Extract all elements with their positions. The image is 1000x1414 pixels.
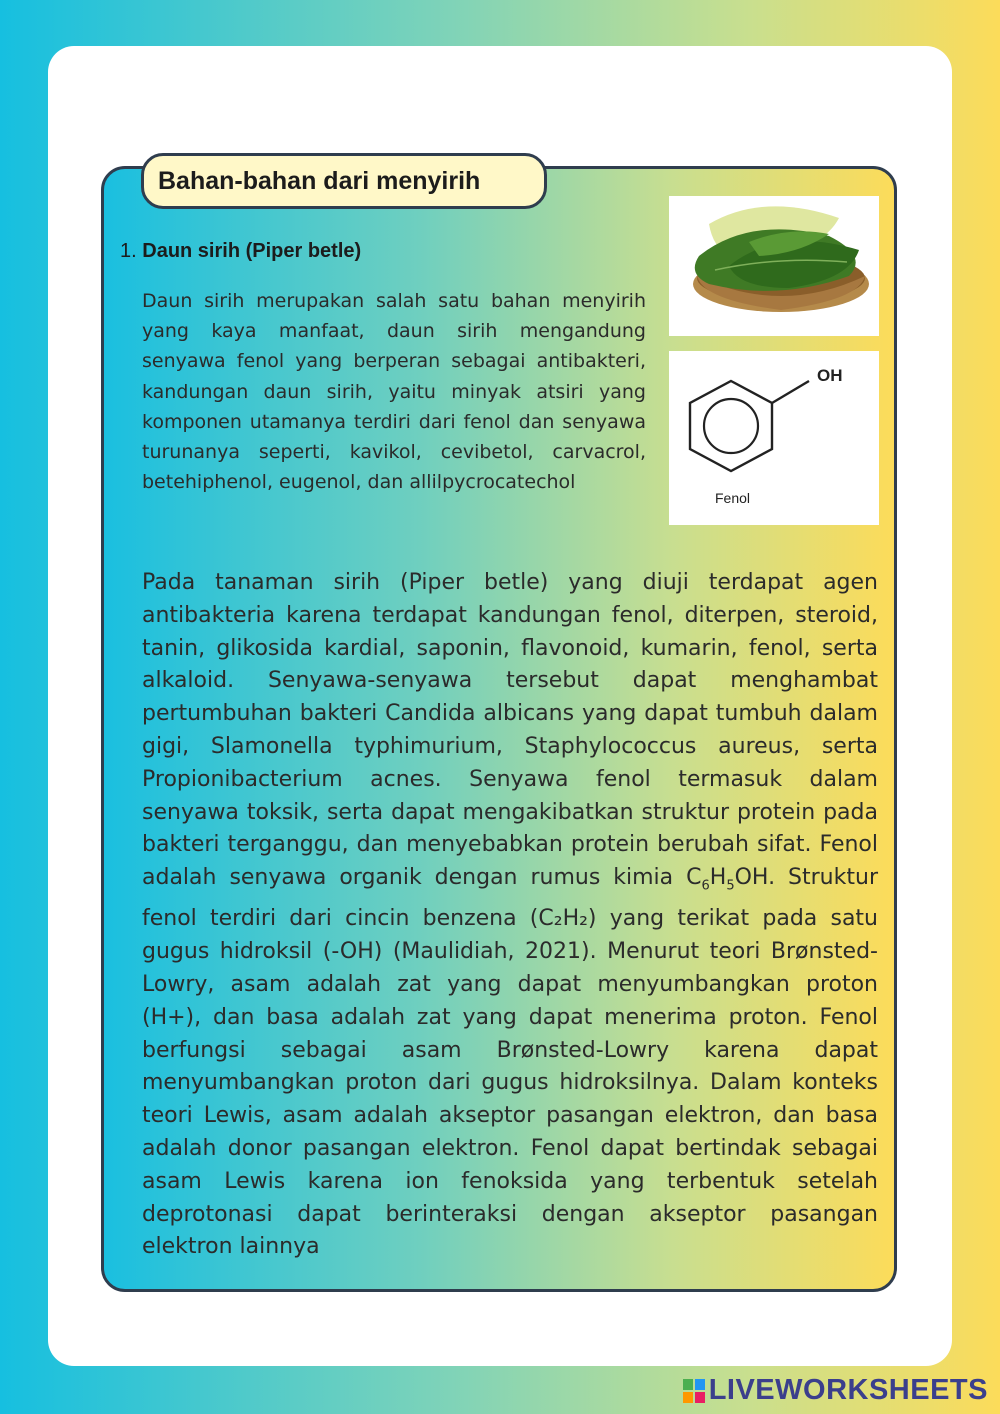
- main-paragraph: [142, 567, 878, 1264]
- liveworksheets-logo-icon: [683, 1379, 705, 1403]
- item-heading: [120, 240, 620, 263]
- item-number: 1.: [120, 240, 137, 262]
- liveworksheets-brand[interactable]: [683, 1374, 988, 1407]
- oh-label: OH: [817, 366, 843, 385]
- oh-bond: [772, 381, 809, 403]
- benzene-ring: [690, 381, 772, 471]
- hydrogen-symbol: H: [709, 865, 727, 891]
- brand-name: LIVEWORKSHEETS: [708, 1374, 988, 1406]
- betel-leaf-photo: [669, 196, 879, 336]
- item-name: Daun sirih (Piper betle): [142, 240, 362, 262]
- subscript-5: 5: [726, 878, 735, 894]
- intro-paragraph: Daun sirih merupakan salah satu bahan menyirih yang kaya manfaat, daun sirih mengandung senyawa fenol yang berperan sebagai antibakteri, kandungan daun sirih, yaitu minyak atsiri yang komponen utamanya terdiri dari fenol dan senyawa turunanya seperti, kavikol, cevibetol, carvacrol, betehiphenol, eugenol, dan allilpycrocatechol: [142, 290, 646, 494]
- subscript-6: 6: [701, 878, 710, 894]
- main-paragraph-part1: Pada tanaman sirih (Piper betle) yang diuji terdapat agen antibakteria karena terdapat kandungan fenol, diterpen, steroid, tanin, glikosida kardial, saponin, flavonoid, kumarin, fenol, serta alkaloid. Senyawa-senyawa tersebut dapat menghambat pertumbuhan bakteri Candida albicans yang dapat tumbuh dalam gigi, Slamonella typhimurium, Staphylococcus aureus, serta Propionibacterium acnes. Senyawa fenol termasuk dalam senyawa toksik, serta dapat mengakibatkan struktur protein pada bakteri terganggu, dan menyebabkan protein berubah sifat. Fenol adalah senyawa organik dengan rumus kimia C: [142, 570, 878, 891]
- structure-caption: Fenol: [715, 490, 751, 506]
- section-title: Bahan-bahan dari menyirih: [141, 153, 547, 209]
- main-paragraph-part2: OH. Struktur fenol terdiri dari cincin benzena (C₂H₂) yang terikat pada satu gugus hidroksil (-OH) (Maulidiah, 2021). Menurut teori Brønsted-Lowry, asam adalah zat yang dapat menyumbangkan proton (H+), dan basa adalah zat yang dapat menerima proton. Fenol berfungsi sebagai asam Brønsted-Lowry karena dapat menyumbangkan proton dari gugus hidroksilnya. Dalam konteks teori Lewis, asam adalah akseptor pasangan elektron, dan basa adalah donor pasangan elektron. Fenol dapat bertindak sebagai asam Lewis karena ion fenoksida yang terbentuk setelah deprotonasi dapat berinteraksi dengan akseptor pasangan elektron lainnya: [142, 865, 878, 1260]
- aromatic-circle: [704, 399, 758, 453]
- phenol-structure: [669, 351, 879, 525]
